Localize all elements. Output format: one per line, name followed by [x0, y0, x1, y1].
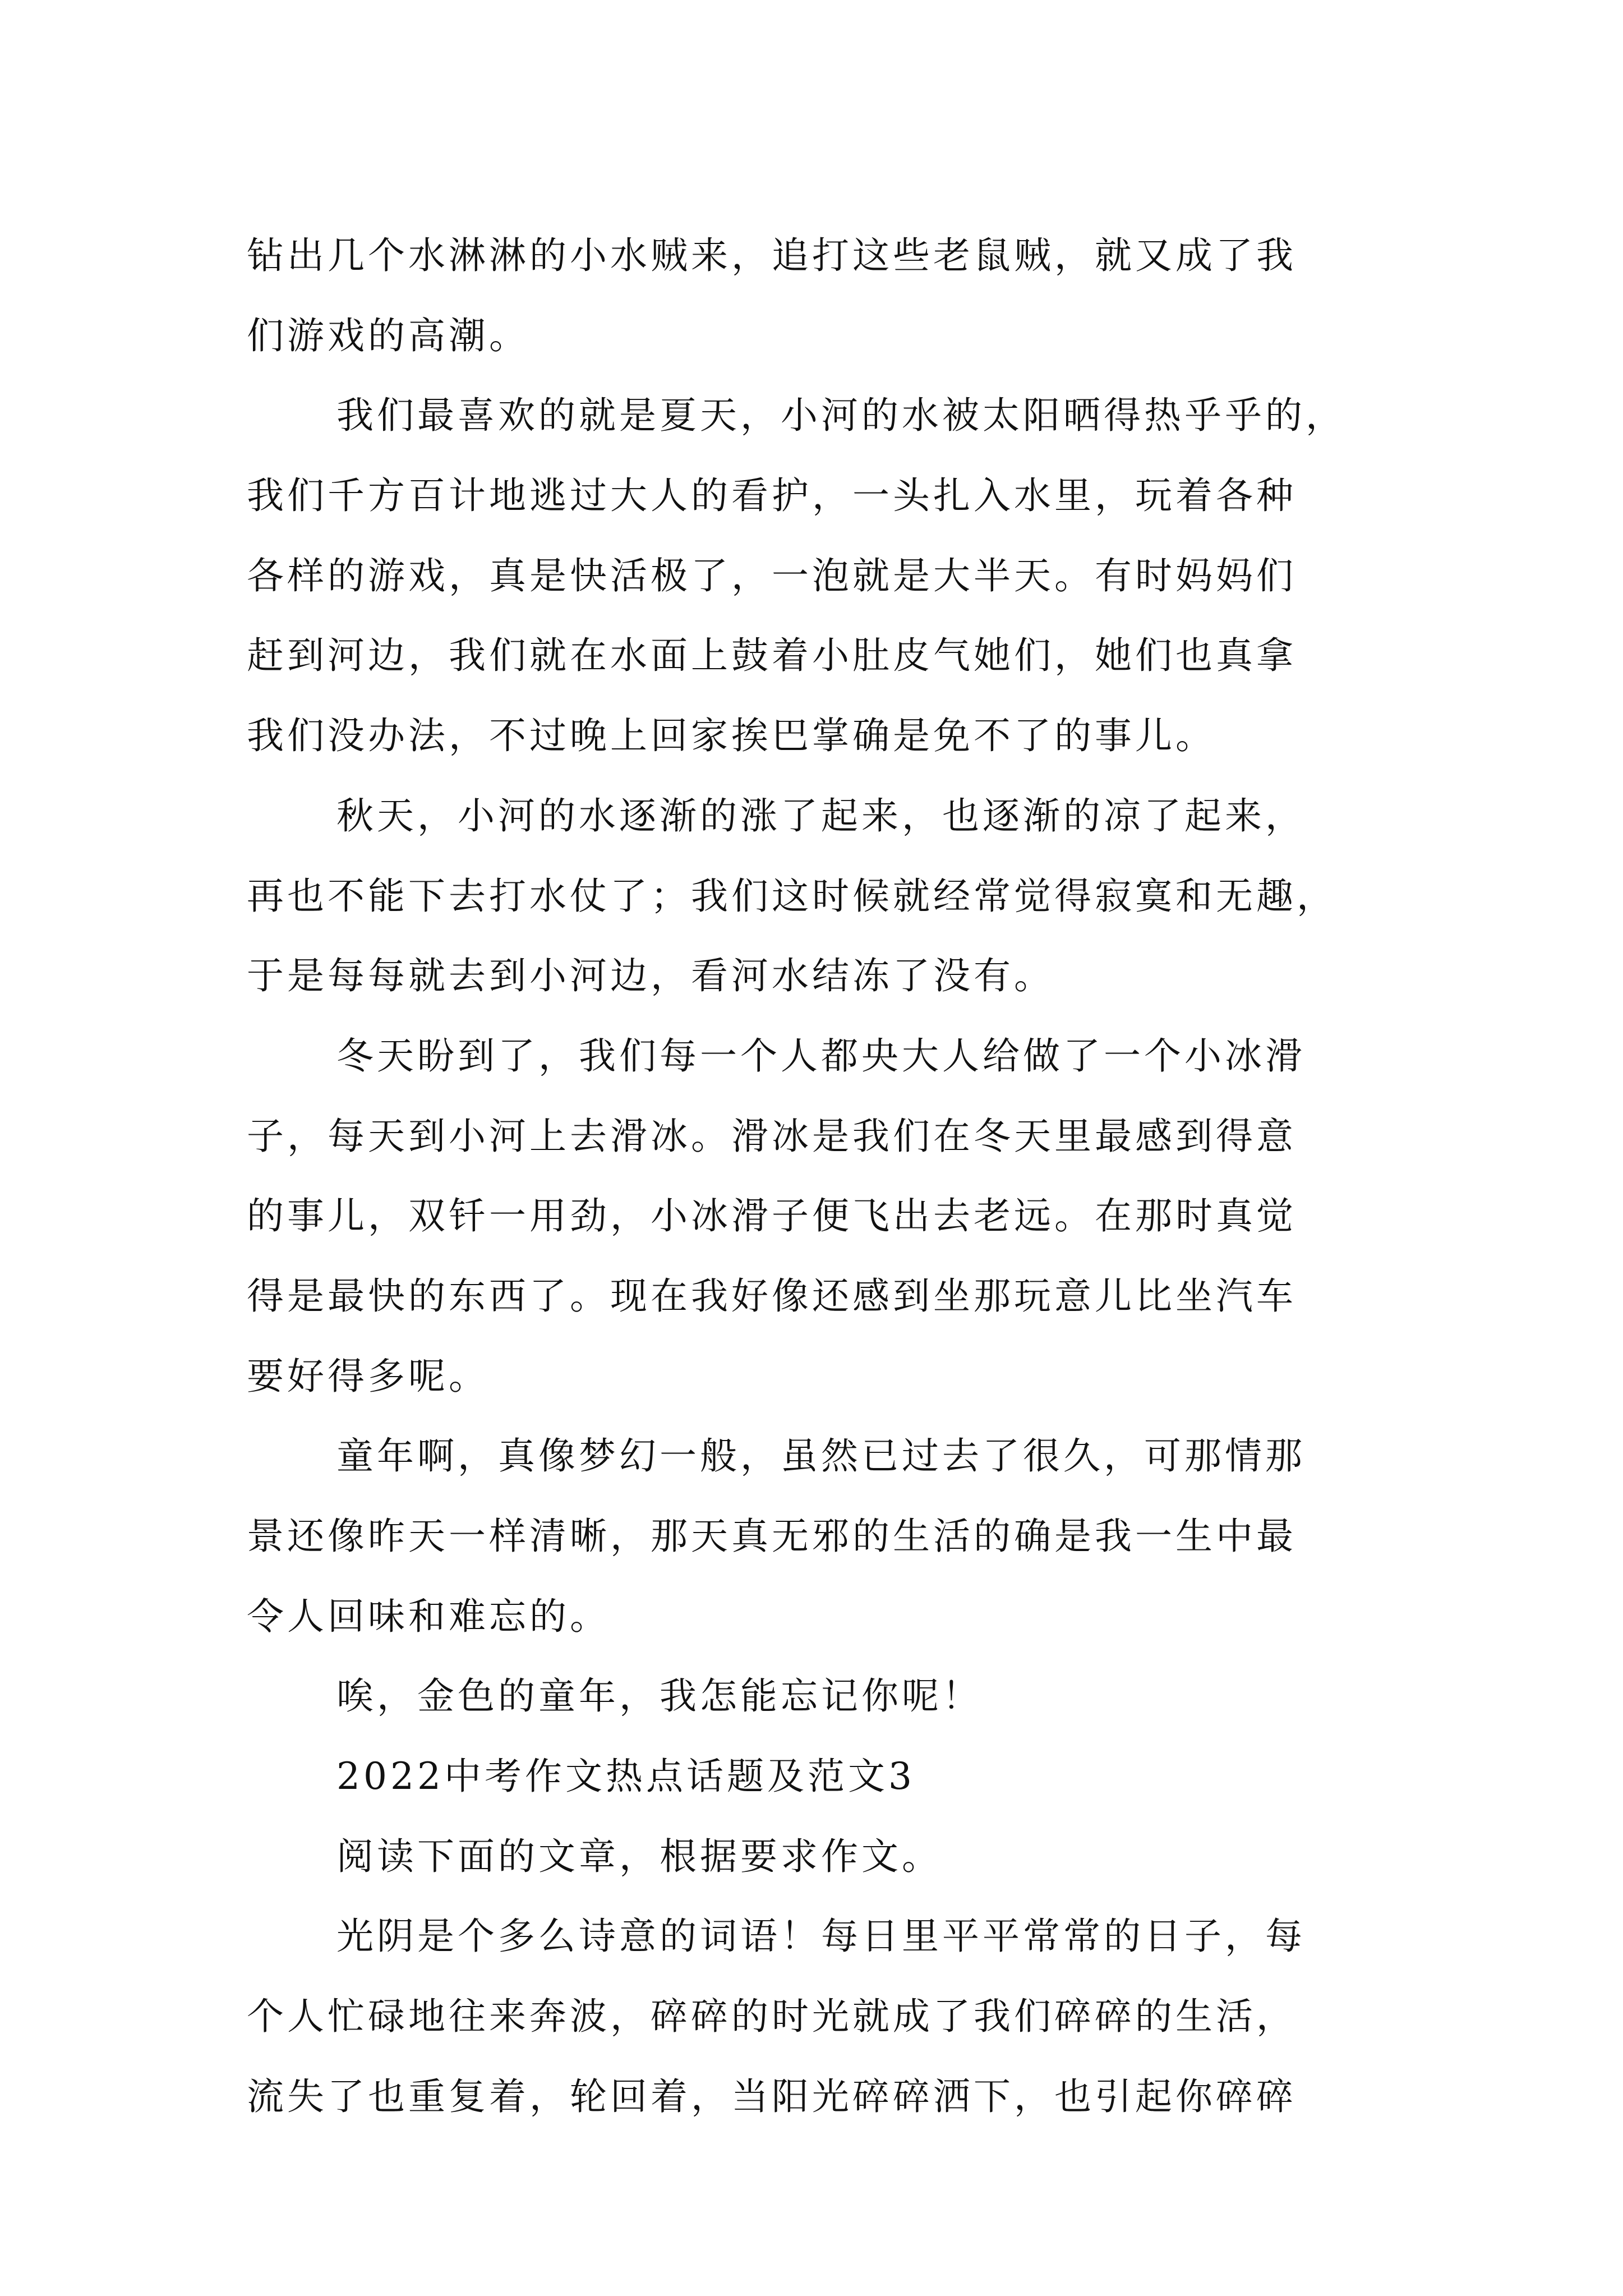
text-line: 子，每天到小河上去滑冰。滑冰是我们在冬天里最感到得意: [247, 1114, 1297, 1158]
paragraph-start-line: 我们最喜欢的就是夏天，小河的水被太阳晒得热乎乎的，: [336, 394, 1346, 438]
paragraph-start-line: 秋天，小河的水逐渐的涨了起来，也逐渐的凉了起来，: [336, 794, 1306, 838]
paragraph-start-line: 童年啊，真像梦幻一般，虽然已过去了很久，可那情那: [336, 1434, 1306, 1478]
text-line: 得是最快的东西了。现在我好像还感到坐那玩意儿比坐汽车: [247, 1274, 1297, 1318]
text-line: 各样的游戏，真是快活极了，一泡就是大半天。有时妈妈们: [247, 554, 1297, 597]
text-line: 令人回味和难忘的。: [247, 1594, 610, 1638]
text-line: 景还像昨天一样清晰，那天真无邪的生活的确是我一生中最: [247, 1515, 1297, 1558]
text-line: 我们千方百计地逃过大人的看护，一头扎入水里，玩着各种: [247, 474, 1297, 518]
text-line: 要好得多呢。: [247, 1354, 489, 1398]
paragraph-start-line: 阅读下面的文章，根据要求作文。: [336, 1834, 942, 1878]
section-heading: 2022中考作文热点话题及范文3: [336, 1755, 915, 1798]
text-line: 们游戏的高潮。: [247, 314, 529, 357]
text-line: 赶到河边，我们就在水面上鼓着小肚皮气她们，她们也真拿: [247, 634, 1297, 678]
paragraph-start-line: 光阴是个多么诗意的词语！每日里平平常常的日子，每: [336, 1915, 1306, 1958]
text-line: 的事儿，双钎一用劲，小冰滑子便飞出去老远。在那时真觉: [247, 1194, 1297, 1238]
paragraph-start-line: 唉，金色的童年，我怎能忘记你呢！: [336, 1674, 983, 1718]
paragraph-start-line: 冬天盼到了，我们每一个人都央大人给做了一个小冰滑: [336, 1034, 1306, 1078]
text-line: 流失了也重复着，轮回着，当阳光碎碎洒下，也引起你碎碎: [247, 2074, 1297, 2118]
body-text: [247, 216, 1413, 2137]
text-line: 个人忙碌地往来奔波，碎碎的时光就成了我们碎碎的生活，: [247, 1995, 1297, 2039]
text-line: 于是每每就去到小河边，看河水结冻了没有。: [247, 954, 1054, 998]
text-line: 再也不能下去打水仗了；我们这时候就经常觉得寂寞和无趣，: [247, 874, 1337, 918]
text-line: 钻出几个水淋淋的小水贼来，追打这些老鼠贼，就又成了我: [247, 234, 1297, 277]
text-line: 我们没办法，不过晚上回家挨巴掌确是免不了的事儿。: [247, 714, 1216, 758]
